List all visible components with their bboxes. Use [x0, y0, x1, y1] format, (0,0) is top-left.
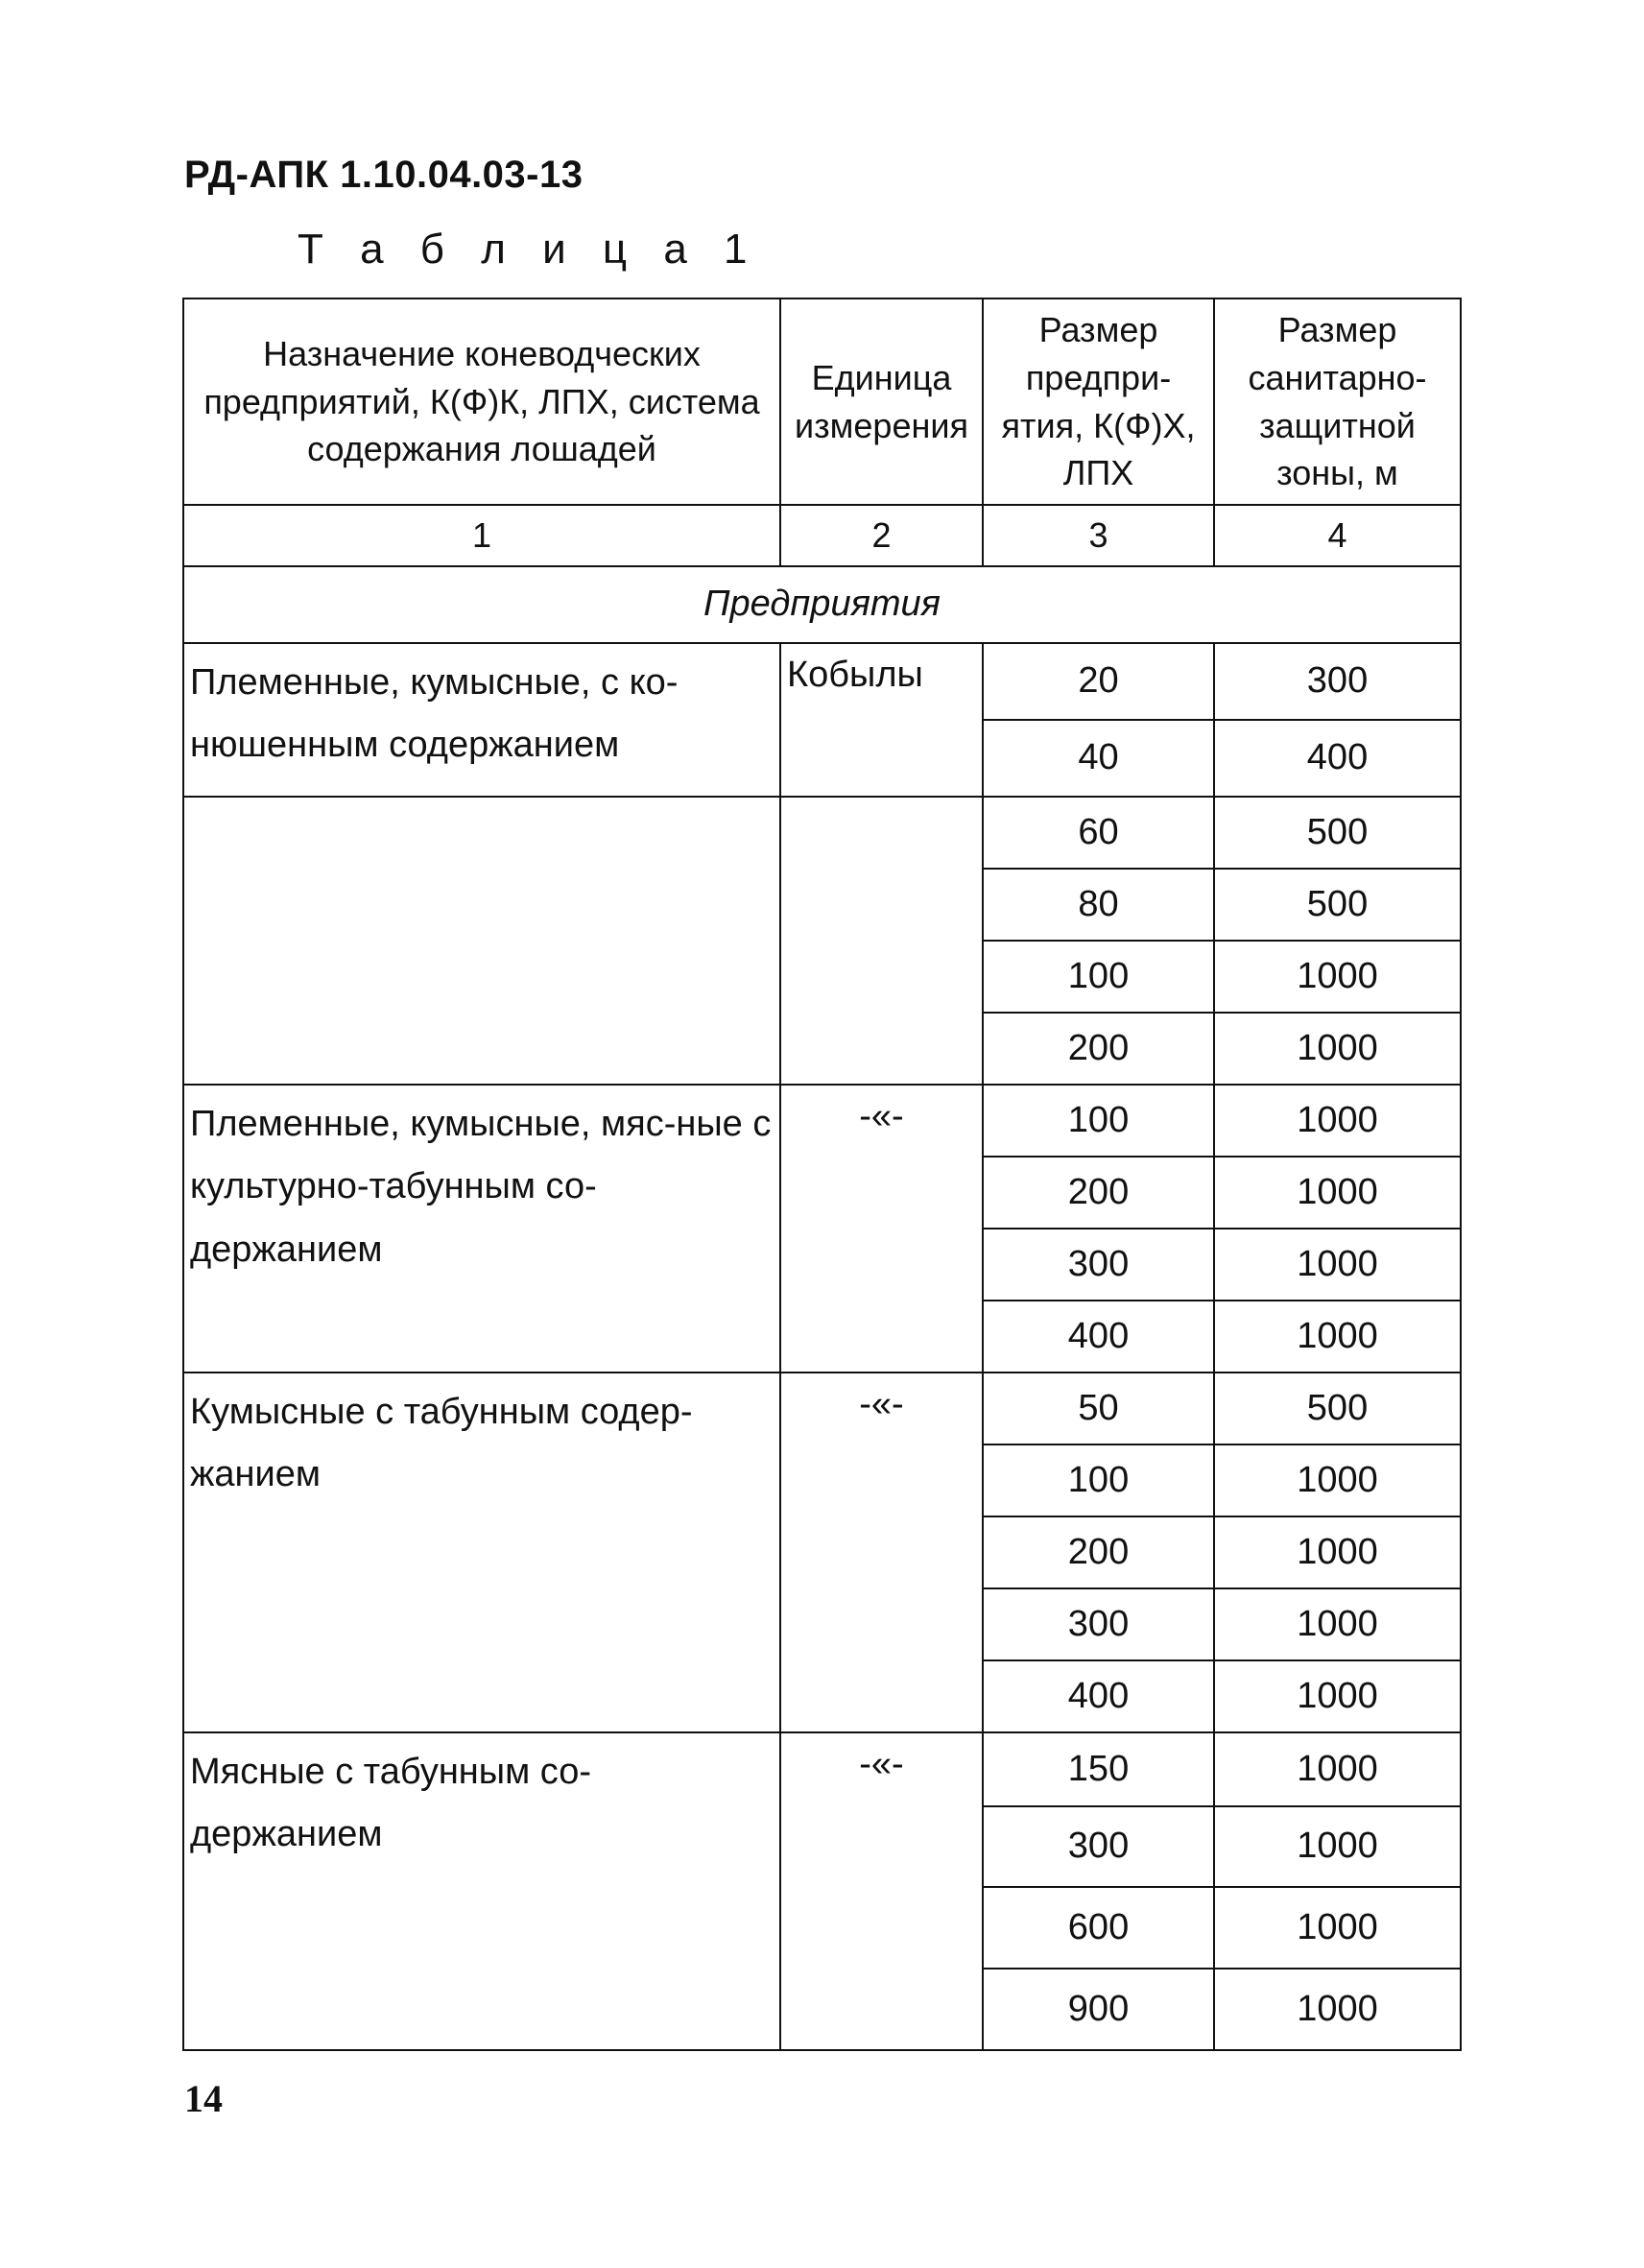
unit-of-measure: -«- [780, 1732, 983, 2050]
enterprise-size: 100 [983, 1085, 1214, 1157]
sanitary-zone-size: 1000 [1214, 1085, 1461, 1157]
enterprise-size: 60 [983, 797, 1214, 869]
section-title: Предприятия [183, 566, 1461, 643]
enterprise-size: 400 [983, 1660, 1214, 1732]
table-row [183, 797, 1461, 869]
sanitary-zone-size: 300 [1214, 643, 1461, 720]
sanitary-zone-size: 1000 [1214, 1732, 1461, 1806]
sanitary-zone-size: 500 [1214, 797, 1461, 869]
norms-table [182, 298, 1462, 2051]
enterprise-size: 100 [983, 1444, 1214, 1516]
table-row [183, 1732, 1461, 1806]
column-numbers-row [183, 505, 1461, 566]
unit-of-measure: -«- [780, 1373, 983, 1732]
enterprise-purpose: Кумысные с табунным содер-жанием [183, 1373, 780, 1732]
sanitary-zone-size: 500 [1214, 869, 1461, 941]
enterprise-size: 300 [983, 1588, 1214, 1660]
header-enterprise-size: Размер предпри-ятия, К(Ф)Х, ЛПХ [983, 298, 1214, 505]
enterprise-purpose: Племенные, кумысные, мяс-ные с культурно-табунным со-держанием [183, 1085, 780, 1373]
sanitary-zone-size: 1000 [1214, 1444, 1461, 1516]
sanitary-zone-size: 1000 [1214, 1969, 1461, 2050]
sanitary-zone-size: 1000 [1214, 1301, 1461, 1373]
column-number: 4 [1214, 505, 1461, 566]
enterprise-size: 40 [983, 720, 1214, 797]
sanitary-zone-size: 1000 [1214, 1013, 1461, 1085]
enterprise-size: 300 [983, 1806, 1214, 1887]
sanitary-zone-size: 400 [1214, 720, 1461, 797]
enterprise-size: 200 [983, 1013, 1214, 1085]
header-zone-size: Размер санитарно-защитной зоны, м [1214, 298, 1461, 505]
column-number: 2 [780, 505, 983, 566]
table-row [183, 643, 1461, 720]
header-unit: Единица измерения [780, 298, 983, 505]
sanitary-zone-size: 500 [1214, 1373, 1461, 1444]
enterprise-size: 100 [983, 941, 1214, 1013]
enterprise-purpose: Мясные с табунным со-держанием [183, 1732, 780, 2050]
sanitary-zone-size: 1000 [1214, 1157, 1461, 1229]
enterprise-purpose [183, 797, 780, 1085]
enterprise-size: 20 [983, 643, 1214, 720]
table-row [183, 1373, 1461, 1444]
column-number: 1 [183, 505, 780, 566]
unit-of-measure: Кобылы [780, 643, 983, 797]
enterprise-size: 80 [983, 869, 1214, 941]
sanitary-zone-size: 1000 [1214, 1660, 1461, 1732]
enterprise-size: 300 [983, 1229, 1214, 1301]
enterprise-size: 150 [983, 1732, 1214, 1806]
column-number: 3 [983, 505, 1214, 566]
table-row [183, 1085, 1461, 1157]
section-row [183, 566, 1461, 643]
sanitary-zone-size: 1000 [1214, 1887, 1461, 1969]
enterprise-size: 600 [983, 1887, 1214, 1969]
sanitary-zone-size: 1000 [1214, 1806, 1461, 1887]
enterprise-size: 50 [983, 1373, 1214, 1444]
enterprise-size: 200 [983, 1516, 1214, 1588]
enterprise-size: 900 [983, 1969, 1214, 2050]
sanitary-zone-size: 1000 [1214, 1588, 1461, 1660]
header-purpose: Назначение коневодческих предприятий, К(Ф)К, ЛПХ, система содержания лошадей [183, 298, 780, 505]
enterprise-size: 400 [983, 1301, 1214, 1373]
sanitary-zone-size: 1000 [1214, 941, 1461, 1013]
page-number: 14 [184, 2077, 223, 2120]
enterprise-purpose: Племенные, кумысные, с ко-нюшенным содержанием [183, 643, 780, 797]
table-caption: Т а б л и ц а 1 [298, 226, 760, 273]
unit-of-measure: -«- [780, 1085, 983, 1373]
unit-of-measure [780, 797, 983, 1085]
enterprise-size: 200 [983, 1157, 1214, 1229]
sanitary-zone-size: 1000 [1214, 1516, 1461, 1588]
sanitary-zone-size: 1000 [1214, 1229, 1461, 1301]
header-row [183, 298, 1461, 505]
document-code: РД-АПК 1.10.04.03-13 [184, 154, 584, 196]
